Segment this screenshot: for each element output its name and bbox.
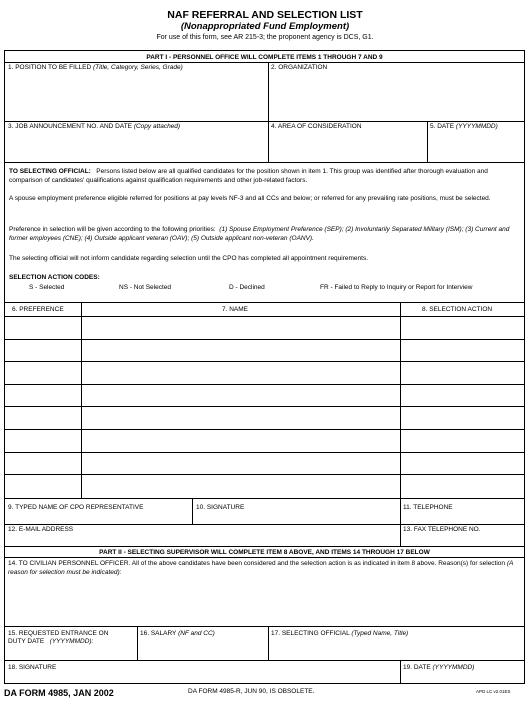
salary-field[interactable] (138, 647, 267, 659)
selection-action-cell[interactable] (401, 430, 524, 453)
item1-label: 1. POSITION TO BE FILLED (Title, Category, Series, Grade) (8, 64, 183, 71)
item11-label: 11. TELEPHONE (403, 504, 453, 511)
code-failed-to-reply: FR - Failed to Reply to Inquiry or Report for Interview (320, 284, 473, 291)
telephone-field[interactable] (401, 512, 524, 523)
selection-action-cell[interactable] (401, 407, 524, 430)
preference-cell[interactable] (5, 317, 81, 340)
selection-reason-field[interactable] (5, 579, 524, 625)
item13-label: 13. FAX TELEPHONE NO. (403, 526, 481, 533)
code-not-selected: NS - Not Selected (119, 284, 172, 291)
item10-label: 10. SIGNATURE (196, 504, 245, 511)
cpo-signature-field[interactable] (193, 512, 399, 523)
item12-label: 12. E-MAIL ADDRESS (8, 526, 74, 533)
selection-action-cell[interactable] (401, 317, 524, 340)
name-cell[interactable] (82, 430, 400, 453)
item15-label: 15. REQUESTED ENTRANCE ON (8, 630, 109, 637)
item14-label: 14. TO CIVILIAN PERSONNEL OFFICER. All of the above candidates have been considered and the selection action is as indicated in item 8 above. Reason(s) for selection (A reason for selection must be indicated): (8, 560, 514, 576)
item19-label: 19. DATE (YYYYMMDD) (403, 664, 475, 671)
selection-action-cell[interactable] (401, 385, 524, 408)
name-cell[interactable] (82, 453, 400, 476)
col-action-header: 8. SELECTION ACTION (422, 306, 493, 313)
item3-label: 3. JOB ANNOUNCEMENT NO. AND DATE (Copy attached) (8, 123, 181, 130)
item18-label: 18. SIGNATURE (8, 664, 57, 671)
selection-action-cell[interactable] (401, 475, 524, 498)
name-cell[interactable] (82, 317, 400, 340)
part1-heading: PART I - PERSONNEL OFFICE WILL COMPLETE ITEMS 1 THROUGH 7 AND 9 (146, 54, 383, 61)
table-row (5, 475, 524, 498)
code-selected: S - Selected (29, 284, 65, 291)
item16-label: 16. SALARY (NF and CC) (140, 630, 215, 637)
cpo-name-field[interactable] (5, 512, 191, 523)
table-row (5, 362, 524, 385)
item15-label-line2: DUTY DATE (YYYYMMDD): (8, 638, 94, 645)
item4-label: 4. AREA OF CONSIDERATION (271, 123, 362, 130)
item17-label: 17. SELECTING OFFICIAL (Typed Name, Title) (271, 630, 409, 637)
code-declined: D - Declined (229, 284, 265, 291)
preference-cell[interactable] (5, 475, 81, 498)
selection-action-cell[interactable] (401, 340, 524, 363)
instructions-priorities: Preference in selection will be given according to the following priorities: (1) Spouse Employment Preference (SEP); (2) Involuntarily Separated Military (ISM); (3) Current and former employees (CNE); (4) Outside applicant veteran (OAV); (5) Outside applicant non-veteran (OANV). (9, 226, 510, 242)
selecting-official-field[interactable] (269, 647, 524, 659)
email-field[interactable] (5, 534, 399, 545)
table-row (5, 453, 524, 476)
item9-label: 9. TYPED NAME OF CPO REPRESENTATIVE (8, 504, 144, 511)
preference-cell[interactable] (5, 385, 81, 408)
job-announcement-field[interactable] (5, 131, 268, 161)
table-row (5, 385, 524, 408)
item5-label: 5. DATE (YYYYMMDD) (430, 123, 498, 130)
supervisor-signature-field[interactable] (5, 672, 399, 683)
area-of-consideration-field[interactable] (269, 131, 427, 161)
col-preference-header: 6. PREFERENCE (12, 306, 64, 313)
col-name-header: 7. NAME (222, 306, 249, 313)
codes-heading: SELECTION ACTION CODES: (9, 274, 100, 281)
preference-cell[interactable] (5, 453, 81, 476)
name-cell[interactable] (82, 407, 400, 430)
date-field[interactable] (428, 131, 524, 161)
table-row (5, 317, 524, 340)
preference-cell[interactable] (5, 340, 81, 363)
form-proponent-note: For use of this form, see AR 215-3; the proponent agency is DCS, G1. (156, 34, 374, 41)
instructions-official: TO SELECTING OFFICIAL: Persons listed below are all qualified candidates for the position shown in item 1. This group was identified after thorough evaluation and comparison of candidates' qualifications against qualification requirements and other job-related factors. (9, 168, 488, 184)
form-subtitle: (Nonappropriated Fund Employment) (180, 21, 350, 32)
part2-heading: PART II - SELECTING SUPERVISOR WILL COMPLETE ITEM 8 ABOVE, AND ITEMS 14 THROUGH 17 BELOW (99, 549, 430, 556)
version-label: APD LC v2.01ES (476, 689, 511, 694)
form-title: NAF REFERRAL AND SELECTION LIST (167, 9, 363, 21)
preference-cell[interactable] (5, 407, 81, 430)
table-row (5, 430, 524, 453)
name-cell[interactable] (82, 475, 400, 498)
selection-action-cell[interactable] (401, 362, 524, 385)
instructions-spouse: A spouse employment preference eligible referred for positions at pay levels NF-3 and all CCs and below; or referred for any prevailing rate positions, must be selected. (9, 195, 491, 202)
obsolete-note: DA FORM 4985-R, JUN 90, IS OBSOLETE. (188, 688, 315, 695)
table-row (5, 407, 524, 430)
fax-field[interactable] (401, 534, 524, 545)
name-cell[interactable] (82, 340, 400, 363)
selection-action-cell[interactable] (401, 453, 524, 476)
position-field[interactable] (5, 72, 268, 120)
form-body (4, 50, 525, 684)
form-number: DA FORM 4985, JAN 2002 (4, 688, 114, 698)
organization-field[interactable] (269, 72, 524, 120)
signature-date-field[interactable] (401, 672, 524, 683)
name-cell[interactable] (82, 385, 400, 408)
preference-cell[interactable] (5, 430, 81, 453)
table-row (5, 340, 524, 363)
instructions-inform: The selecting official will not inform candidate regarding selection until the CPO has completed all appointment requirements. (9, 255, 369, 262)
preference-cell[interactable] (5, 362, 81, 385)
entrance-date-field[interactable] (5, 647, 136, 659)
item2-label: 2. ORGANIZATION (271, 64, 328, 71)
name-cell[interactable] (82, 362, 400, 385)
